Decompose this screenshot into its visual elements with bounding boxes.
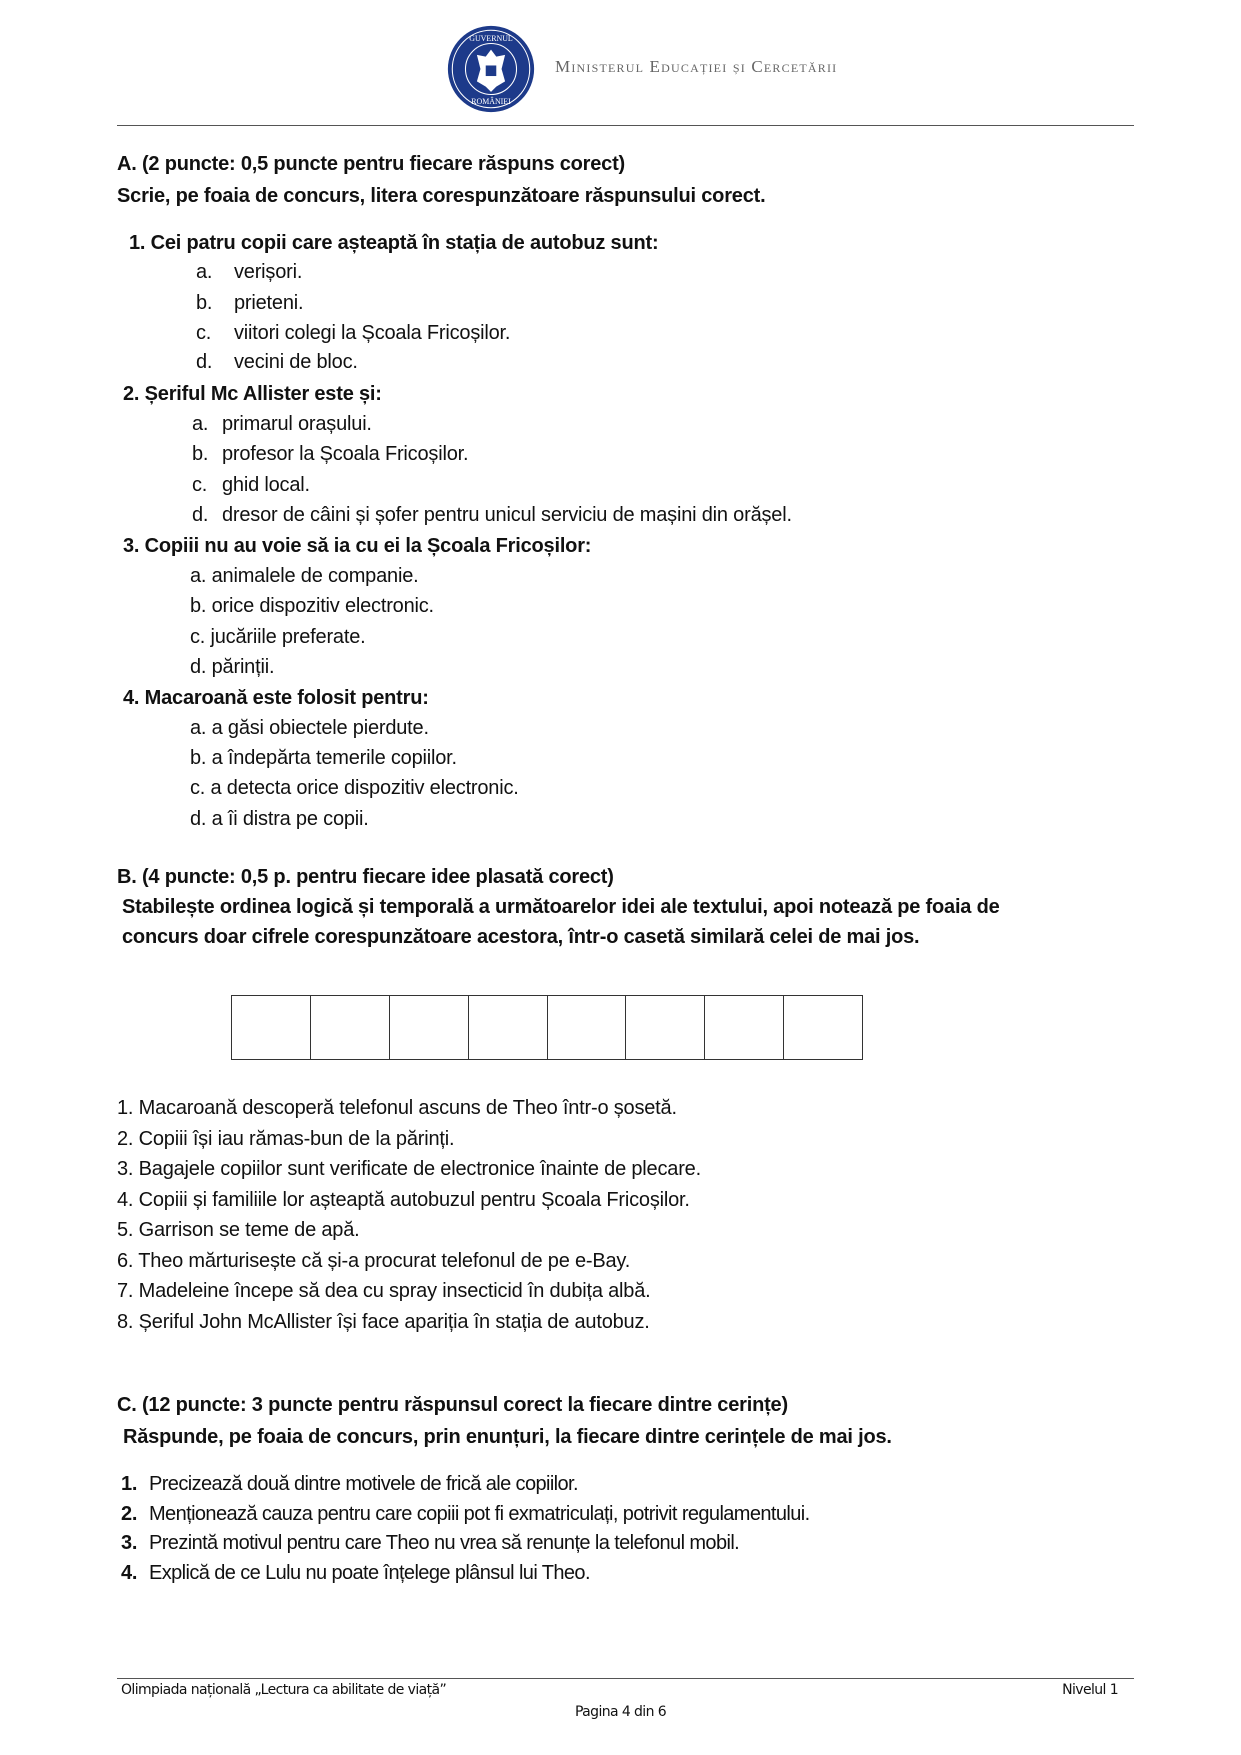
option: b. a îndepărta temerile copiilor. <box>190 747 457 769</box>
idea-item: 6. Theo mărturisește că și-a procurat telefonul de pe e-Bay. <box>117 1250 631 1272</box>
option: c. jucăriile preferate. <box>190 626 366 648</box>
idea-item: 2. Copiii își iau rămas-bun de la părinți. <box>117 1128 455 1150</box>
answer-cell <box>469 996 548 1059</box>
question-1: 1. Cei patru copii care așteaptă în stația de autobuz sunt: <box>129 232 659 254</box>
option-text: ghid local. <box>222 474 310 496</box>
idea-item: 1. Macaroană descoperă telefonul ascuns de Theo într-o șosetă. <box>117 1097 677 1119</box>
option-text: prieteni. <box>234 292 304 314</box>
section-c-instruction: Răspunde, pe foaia de concurs, prin enunțuri, la fiecare dintre cerințele de mai jos. <box>123 1426 892 1448</box>
answer-cell <box>390 996 469 1059</box>
answer-cell <box>705 996 784 1059</box>
option: d. a îi distra pe copii. <box>190 808 369 830</box>
footer-level: Nivelul 1 <box>1062 1682 1118 1698</box>
task-text: Precizează două dintre motivele de frică ale copiilor. <box>149 1473 578 1495</box>
idea-item: 5. Garrison se teme de apă. <box>117 1219 360 1241</box>
option-text: vecini de bloc. <box>234 351 358 373</box>
answer-cell <box>626 996 705 1059</box>
task-text: Prezintă motivul pentru care Theo nu vrea să renunțe la telefonul mobil. <box>149 1532 740 1554</box>
svg-text:GUVERNUL: GUVERNUL <box>469 33 513 43</box>
section-b-instruction: Stabilește ordinea logică și temporală a următoarelor idei ale textului, apoi notează pe foaia de <box>122 896 1000 918</box>
option: a. animalele de companie. <box>190 565 419 587</box>
header-divider <box>117 125 1134 126</box>
svg-text:ROMÂNIEI: ROMÂNIEI <box>471 97 511 107</box>
answer-cell <box>311 996 390 1059</box>
section-a-instruction: Scrie, pe foaia de concurs, litera corespunzătoare răspunsului corect. <box>117 185 766 207</box>
task-number: 1. <box>121 1473 138 1495</box>
question-3: 3. Copiii nu au voie să ia cu ei la Școala Fricoșilor: <box>123 535 592 557</box>
option-text: primarul orașului. <box>222 413 372 435</box>
option: c. a detecta orice dispozitiv electronic. <box>190 777 519 799</box>
section-c-title: C. (12 puncte: 3 puncte pentru răspunsul corect la fiecare dintre cerințe) <box>117 1394 788 1416</box>
task-number: 4. <box>121 1562 138 1584</box>
footer-title: Olimpiada națională „Lectura ca abilitate de viață” <box>121 1682 447 1698</box>
idea-item: 3. Bagajele copiilor sunt verificate de electronice înainte de plecare. <box>117 1158 701 1180</box>
question-4: 4. Macaroană este folosit pentru: <box>123 687 429 709</box>
option-label: a. <box>196 261 213 283</box>
option: b. orice dispozitiv electronic. <box>190 595 434 617</box>
option-label: a. <box>192 413 209 435</box>
answer-cell <box>548 996 627 1059</box>
page-number: Pagina 4 din 6 <box>574 1704 667 1720</box>
idea-item: 8. Șeriful John McAllister își face apariția în stația de autobuz. <box>117 1311 650 1333</box>
answer-grid <box>231 995 863 1060</box>
task-text: Menționează cauza pentru care copiii pot fi exmatriculați, potrivit regulamentului. <box>149 1503 810 1525</box>
option: a. a găsi obiectele pierdute. <box>190 717 429 739</box>
option-label: c. <box>192 474 208 496</box>
option-label: b. <box>196 292 213 314</box>
section-b-title: B. (4 puncte: 0,5 p. pentru fiecare idee plasată corect) <box>117 866 614 888</box>
option-label: d. <box>192 504 209 526</box>
task-number: 3. <box>121 1532 138 1554</box>
option-label: b. <box>192 443 209 465</box>
answer-cell <box>784 996 862 1059</box>
ministry-name: Ministerul Educației și Cercetării <box>555 57 838 76</box>
option-text: viitori colegi la Școala Fricoșilor. <box>234 322 511 344</box>
task-number: 2. <box>121 1503 138 1525</box>
section-b-instruction: concurs doar cifrele corespunzătoare acestora, într-o casetă similară celei de mai jos. <box>122 926 920 948</box>
answer-cell <box>232 996 311 1059</box>
question-2: 2. Șeriful Mc Allister este și: <box>123 383 382 405</box>
government-logo <box>447 25 535 113</box>
footer-divider <box>117 1678 1134 1679</box>
option-label: d. <box>196 351 213 373</box>
option-text: profesor la Școala Fricoșilor. <box>222 443 469 465</box>
option: d. părinții. <box>190 656 275 678</box>
option-label: c. <box>196 322 212 344</box>
section-a-title: A. (2 puncte: 0,5 puncte pentru fiecare răspuns corect) <box>117 153 626 175</box>
option-text: verișori. <box>234 261 303 283</box>
option-text: dresor de câini și șofer pentru unicul serviciu de mașini din orășel. <box>222 504 792 526</box>
idea-item: 4. Copiii și familiile lor așteaptă autobuzul pentru Școala Fricoșilor. <box>117 1189 690 1211</box>
idea-item: 7. Madeleine începe să dea cu spray insecticid în dubița albă. <box>117 1280 651 1302</box>
task-text: Explică de ce Lulu nu poate înțelege plânsul lui Theo. <box>149 1562 590 1584</box>
